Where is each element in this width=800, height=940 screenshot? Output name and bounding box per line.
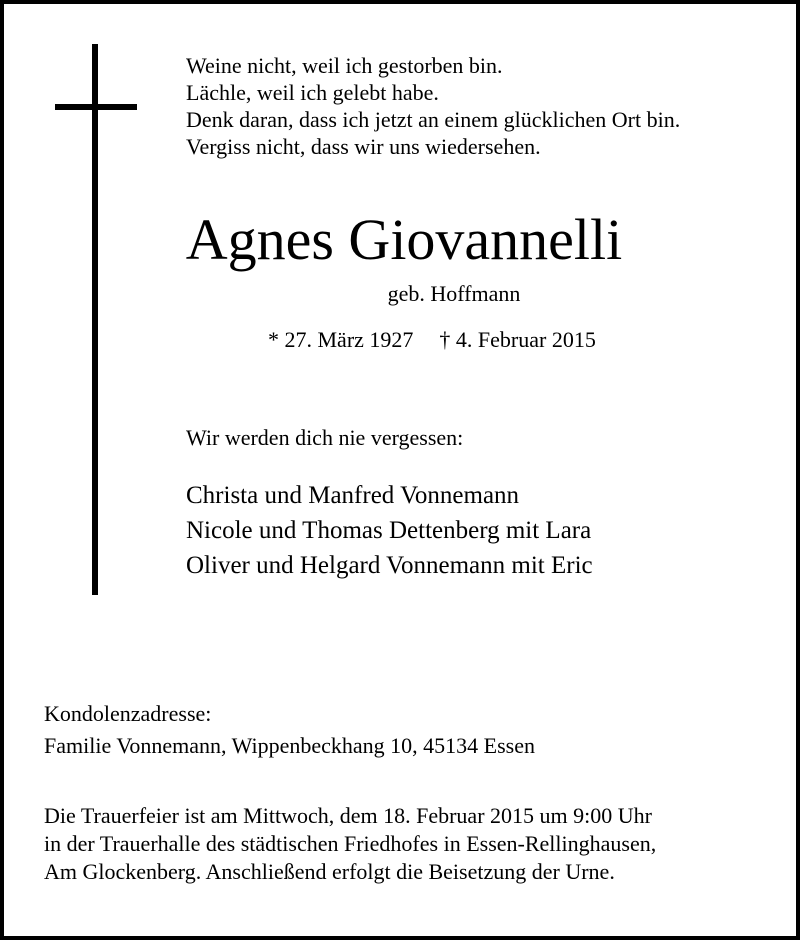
ceremony-line: Am Glockenberg. Anschließend erfolgt die Beisetzung der Urne. (44, 859, 615, 884)
poem-line: Lächle, weil ich gelebt habe. (186, 80, 439, 105)
mourner-entry: Nicole und Thomas Dettenberg mit Lara (186, 517, 592, 544)
poem-line: Denk daran, dass ich jetzt an einem glücklichen Ort bin. (186, 107, 681, 132)
ceremony-info (44, 802, 656, 886)
poem-line: Vergiss nicht, dass wir uns wiedersehen. (186, 134, 541, 159)
birth-date: * 27. März 1927 (268, 327, 414, 352)
ceremony-line: Die Trauerfeier ist am Mittwoch, dem 18. Februar 2015 um 9:00 Uhr (44, 803, 652, 828)
condolence-address: Familie Vonnemann, Wippenbeckhang 10, 45134 Essen (44, 733, 535, 758)
cross-horizontal-bar (55, 104, 137, 110)
condolence-label: Kondolenzadresse: (44, 701, 212, 726)
maiden-name: geb. Hoffmann (387, 281, 521, 306)
cross-vertical-bar (92, 44, 98, 595)
death-date: † 4. Februar 2015 (439, 327, 596, 352)
deceased-name: Agnes Giovannelli (185, 207, 623, 272)
life-dates (268, 326, 596, 354)
poem-line: Weine nicht, weil ich gestorben bin. (186, 53, 503, 78)
mourner-entry: Oliver und Helgard Vonnemann mit Eric (186, 552, 593, 579)
ceremony-line: in der Trauerhalle des städtischen Friedhofes in Essen-Rellinghausen, (44, 831, 657, 856)
condolence-block (44, 698, 535, 762)
mourners-list (186, 478, 593, 583)
mourners-intro: Wir werden dich nie vergessen: (186, 425, 464, 450)
poem (186, 52, 680, 160)
mourner-entry: Christa und Manfred Vonnemann (186, 482, 520, 509)
